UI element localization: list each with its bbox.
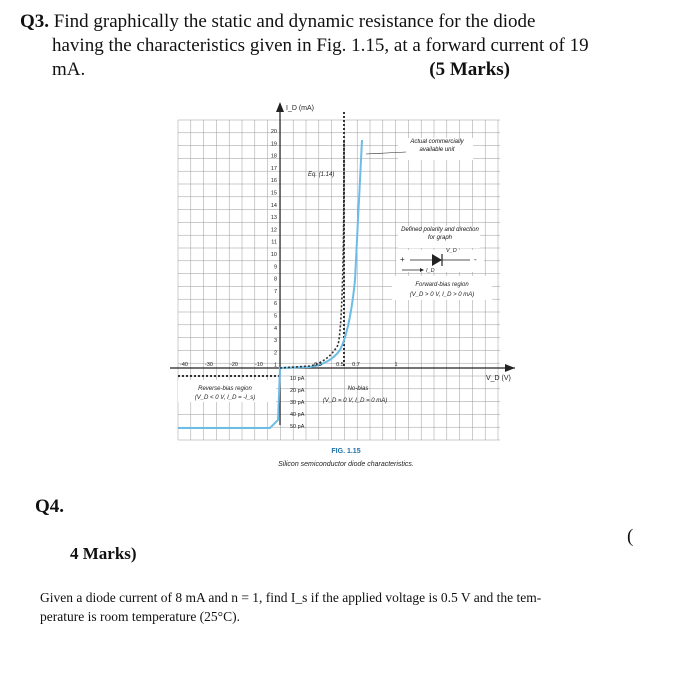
forward-condition: (V_D > 0 V, I_D > 0 mA) — [409, 292, 475, 298]
reverse-label: Reverse-bias region — [198, 386, 252, 392]
y-tick-label: 20 — [270, 129, 277, 135]
eq-label: Eq. (1.14) — [308, 172, 335, 178]
nobias-label: No-bias — [347, 386, 369, 392]
q3-text-line3: mA. — [52, 59, 86, 80]
x-tick-labels-positive — [314, 362, 397, 368]
x-axis-label: V_D (V) — [486, 375, 511, 382]
x-tick-label: -30 — [205, 362, 213, 368]
plus-sign: + — [400, 255, 405, 264]
q4-given-text — [40, 588, 640, 626]
y-tick-label: 7 — [273, 288, 277, 295]
y-tick-label: 12 — [270, 227, 277, 234]
diode-characteristics-figure — [170, 100, 520, 475]
nobias-condition: (V_D = 0 V, I_D = 0 mA) — [322, 398, 388, 404]
q3-text-line1: Find graphically the static and dynamic resistance for the diode — [53, 11, 536, 32]
negative-current-label: 50 pA — [290, 424, 305, 430]
y-tick-label: 4 — [273, 325, 277, 332]
x-tick-labels-negative — [180, 362, 263, 368]
x-tick-label: 0.7 — [352, 362, 360, 368]
vd-symbol-label: V_D — [446, 248, 457, 254]
x-axis-arrow-icon — [505, 364, 515, 372]
diode-characteristics-svg — [170, 100, 520, 475]
figure-id-label: FIG. 1.15 — [331, 448, 361, 455]
q4-number: Q4. — [35, 496, 65, 517]
y-tick-label: 6 — [273, 301, 277, 308]
minus-sign: - — [474, 255, 477, 264]
x-tick-label: -10 — [255, 362, 263, 368]
negative-current-label: 10 pA — [290, 376, 305, 382]
x-tick-label: -40 — [180, 362, 188, 368]
y-axis-label: I_D (mA) — [286, 105, 314, 112]
y-tick-labels — [271, 129, 277, 369]
q3-text-line2: having the characteristics given in Fig. 1.15, at a forward current of 19 — [52, 35, 589, 56]
y-tick-label: 15 — [270, 190, 277, 197]
y-tick-label: 13 — [270, 215, 277, 222]
y-tick-label: 18 — [270, 153, 277, 160]
q4-marks: 4 Marks) — [70, 544, 137, 563]
y-tick-label: 14 — [270, 202, 277, 209]
polarity-label: Defined polarity and direction for graph — [401, 227, 479, 241]
q4-given-line1: Given a diode current of 8 mA and n = 1, find I_s if the applied voltage is 0.5 V and the tem- — [40, 590, 542, 605]
y-tick-label: 19 — [270, 141, 277, 148]
y-tick-label: 17 — [270, 165, 277, 172]
q3-marks: (5 Marks) — [429, 59, 510, 80]
reverse-condition: (V_D < 0 V, I_D = -I_s) — [194, 395, 256, 401]
y-tick-label: 9 — [273, 264, 277, 271]
y-tick-label: 11 — [271, 239, 277, 246]
q3-line1 — [20, 10, 660, 34]
id-symbol-label: I_D — [426, 268, 435, 274]
x-tick-label: 0.5 — [336, 362, 344, 368]
q4-paren: ( — [627, 526, 634, 547]
negative-current-label: 40 pA — [290, 412, 305, 418]
y-tick-label: 8 — [273, 276, 277, 283]
question-3 — [20, 10, 660, 82]
actual-label-box — [398, 138, 476, 162]
y-tick-label: 2 — [273, 350, 277, 357]
negative-current-label: 20 pA — [290, 388, 305, 394]
y-tick-label: 1 — [273, 362, 277, 369]
q4-given-line2: perature is room temperature (25°C). — [40, 609, 240, 624]
figure-caption: Silicon semiconductor diode characteristics. — [278, 461, 414, 468]
x-tick-label: 1 — [394, 362, 398, 368]
x-tick-label: 0.3 — [314, 362, 322, 368]
y-tick-label: 5 — [273, 313, 277, 320]
actual-label: Actual commercially available unit — [410, 139, 464, 153]
y-tick-label: 10 — [270, 252, 277, 258]
y-tick-label: 16 — [270, 178, 277, 185]
negative-current-label: 30 pA — [290, 400, 305, 406]
x-tick-label: -20 — [230, 362, 238, 368]
forward-label: Forward-bias region — [415, 282, 469, 288]
q3-line3 — [20, 58, 660, 82]
polarity-label-box — [398, 226, 482, 250]
negative-current-labels — [290, 376, 305, 430]
y-tick-label: 3 — [273, 338, 277, 345]
q3-number: Q3. — [20, 11, 50, 32]
y-axis-arrow-icon — [276, 102, 284, 112]
